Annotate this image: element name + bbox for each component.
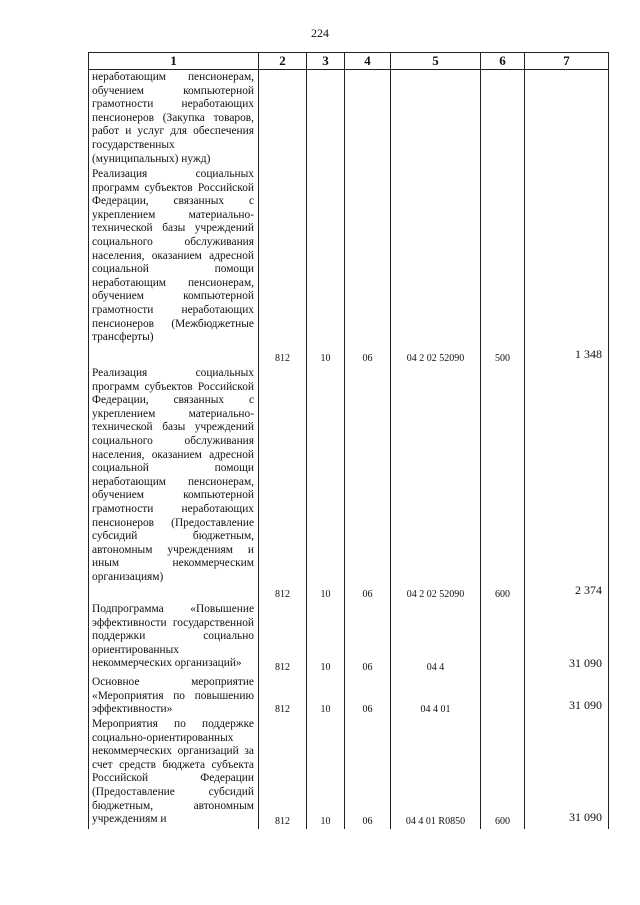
row-target: 04 2 02 52090 — [391, 366, 481, 602]
row-type — [481, 675, 525, 717]
row-description: Мероприятия по поддержке социально-ориентированных некоммерческих организаций за счет средств бюджета субъекта Российской Федерации (Предоставление субсидий бюджетным, автономным учреждениям и — [89, 717, 259, 829]
row-amount-value: 31 090 — [569, 656, 602, 670]
row-target: 04 4 01 R0850 — [391, 717, 481, 829]
row-type — [481, 70, 525, 168]
row-description: неработающим пенсионерам, обучением компьютерной грамотности неработающих пенсионеров (Закупка товаров, работ и услуг для обеспечения государственных (муниципальных) нужд) — [89, 70, 259, 168]
row-description: Реализация социальных программ субъектов Российской Федерации, связанных с укреплением материально-технической базы учреждений социального обслуживания населения, оказанием адресной социальной помощи неработающим пенсионерам, обучением компьютерной грамотности неработающих пенсионеров (Межбюджетные трансферты) — [89, 167, 259, 366]
row-type: 600 — [481, 717, 525, 829]
row-amount-value: 1 348 — [575, 347, 602, 361]
row-section — [307, 70, 345, 168]
row-subsection: 06 — [345, 167, 391, 366]
row-subsection — [345, 70, 391, 168]
header-col-7: 7 — [525, 53, 609, 70]
row-target: 04 2 02 52090 — [391, 167, 481, 366]
row-amount — [525, 675, 609, 717]
row-amount — [525, 602, 609, 675]
row-section: 10 — [307, 675, 345, 717]
row-subsection: 06 — [345, 602, 391, 675]
row-amount — [525, 167, 609, 366]
row-subsection: 06 — [345, 366, 391, 602]
row-code: 812 — [259, 717, 307, 829]
row-code: 812 — [259, 675, 307, 717]
header-col-1: 1 — [89, 53, 259, 70]
row-description: Реализация социальных программ субъектов Российской Федерации, связанных с укреплением материально-технической базы учреждений социального обслуживания населения, оказанием адресной социальной помощи неработающим пенсионерам, обучением компьютерной грамотности неработающих пенсионеров (Предоставление субсидий бюджетным, автономным учреждениям и иным некоммерческим организациям) — [89, 366, 259, 602]
row-code: 812 — [259, 366, 307, 602]
row-target: 04 4 — [391, 602, 481, 675]
table-row — [89, 602, 609, 675]
row-section: 10 — [307, 717, 345, 829]
row-type: 500 — [481, 167, 525, 366]
row-description: Подпрограмма «Повышение эффективности государственной поддержки социально ориентированных некоммерческих организаций» — [89, 602, 259, 675]
row-amount-value: 31 090 — [569, 810, 602, 824]
header-col-5: 5 — [391, 53, 481, 70]
table-row — [89, 70, 609, 168]
row-description: Основное мероприятие «Мероприятия по повышению эффективности» — [89, 675, 259, 717]
row-code: 812 — [259, 602, 307, 675]
table-row — [89, 675, 609, 717]
table-header-row — [89, 53, 609, 70]
table-row — [89, 717, 609, 829]
header-col-6: 6 — [481, 53, 525, 70]
row-amount — [525, 366, 609, 602]
row-section: 10 — [307, 366, 345, 602]
row-section: 10 — [307, 602, 345, 675]
budget-table — [88, 52, 609, 829]
row-amount-value: 31 090 — [569, 698, 602, 712]
row-subsection: 06 — [345, 717, 391, 829]
row-code — [259, 70, 307, 168]
header-col-2: 2 — [259, 53, 307, 70]
row-type: 600 — [481, 366, 525, 602]
row-subsection: 06 — [345, 675, 391, 717]
row-amount-value: 2 374 — [575, 583, 602, 597]
table-row — [89, 366, 609, 602]
row-amount — [525, 717, 609, 829]
row-code: 812 — [259, 167, 307, 366]
header-col-3: 3 — [307, 53, 345, 70]
row-target — [391, 70, 481, 168]
row-target: 04 4 01 — [391, 675, 481, 717]
header-col-4: 4 — [345, 53, 391, 70]
table-row — [89, 167, 609, 366]
row-amount — [525, 70, 609, 168]
page-number: 224 — [311, 26, 329, 40]
row-type — [481, 602, 525, 675]
row-section: 10 — [307, 167, 345, 366]
